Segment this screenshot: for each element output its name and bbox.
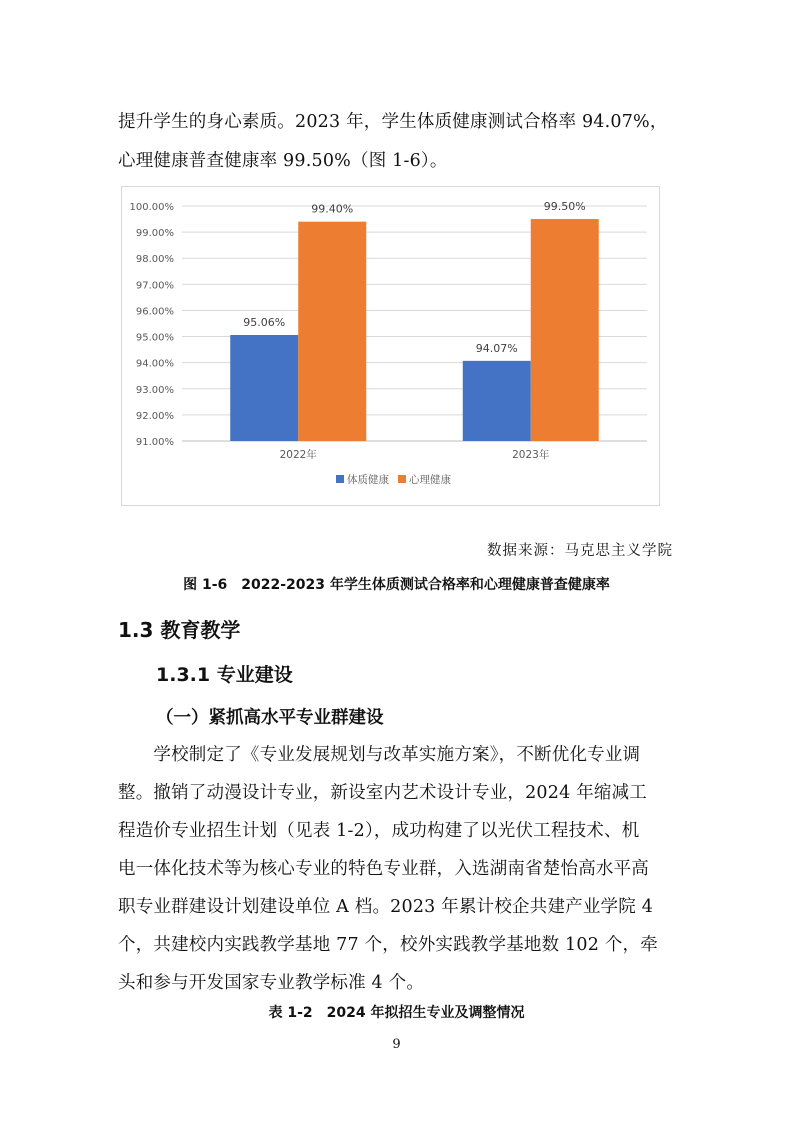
body-line-7: 头和参与开发国家专业教学标准 4 个。 bbox=[118, 973, 425, 993]
subsubsection-heading: （一）紧抓高水平专业群建设 bbox=[156, 708, 384, 728]
x-tick-label: 2022年 bbox=[279, 449, 317, 461]
subsection-heading: 1.3.1 专业建设 bbox=[156, 664, 293, 686]
y-tick-label: 99.00% bbox=[135, 228, 174, 240]
data-source: 数据来源：马克思主义学院 bbox=[487, 543, 673, 559]
bar-physical bbox=[230, 335, 298, 441]
y-tick-label: 97.00% bbox=[135, 280, 174, 292]
bar-chart bbox=[121, 186, 660, 506]
bar-mental bbox=[531, 219, 599, 441]
intro-line-1: 提升学生的身心素质。2023 年，学生体质健康测试合格率 94.07%， bbox=[118, 112, 668, 132]
y-tick-label: 95.00% bbox=[135, 332, 174, 344]
x-tick-label: 2023年 bbox=[512, 449, 550, 461]
legend-label: 心理健康 bbox=[409, 474, 451, 486]
data-label: 95.06% bbox=[243, 315, 286, 329]
data-label: 99.40% bbox=[311, 202, 354, 216]
bar-physical bbox=[463, 361, 531, 441]
section-heading: 1.3 教育教学 bbox=[118, 618, 241, 642]
page-number: 9 bbox=[392, 1037, 401, 1052]
data-label: 94.07% bbox=[475, 341, 518, 355]
y-tick-label: 91.00% bbox=[135, 437, 174, 448]
y-tick-label: 93.00% bbox=[135, 384, 174, 396]
table-caption: 表 1-2 2024 年拟招生专业及调整情况 bbox=[268, 1005, 525, 1021]
y-tick-label: 100.00% bbox=[129, 202, 174, 213]
y-tick-label: 92.00% bbox=[135, 410, 174, 422]
body-line-3: 程造价专业招生计划（见表 1-2），成功构建了以光伏工程技术、机 bbox=[118, 821, 640, 841]
body-line-6: 个，共建校内实践教学基地 77 个，校外实践教学基地数 102 个，牵 bbox=[118, 935, 658, 955]
chart-svg bbox=[122, 187, 659, 505]
y-tick-label: 98.00% bbox=[135, 254, 174, 266]
legend-swatch bbox=[336, 475, 344, 483]
data-label: 99.50% bbox=[543, 200, 586, 214]
body-line-2: 整。撤销了动漫设计专业，新设室内艺术设计专业，2024 年缩减工 bbox=[118, 783, 647, 803]
legend-swatch bbox=[398, 475, 406, 483]
y-tick-label: 94.00% bbox=[135, 358, 174, 370]
figure-caption: 图 1-6 2022-2023 年学生体质测试合格率和心理健康普查健康率 bbox=[183, 577, 610, 593]
body-line-1: 学校制定了《专业发展规划与改革实施方案》，不断优化专业调 bbox=[118, 745, 641, 765]
y-tick-label: 96.00% bbox=[135, 306, 174, 318]
legend-label: 体质健康 bbox=[347, 474, 389, 486]
body-line-5: 职专业群建设计划建设单位 A 档。2023 年累计校企共建产业学院 4 bbox=[118, 897, 654, 917]
body-line-4: 电一体化技术等为核心专业的特色专业群，入选湖南省楚怡高水平高 bbox=[118, 859, 649, 879]
intro-line-2: 心理健康普查健康率 99.50%（图 1-6）。 bbox=[118, 151, 448, 171]
bar-mental bbox=[298, 222, 366, 441]
